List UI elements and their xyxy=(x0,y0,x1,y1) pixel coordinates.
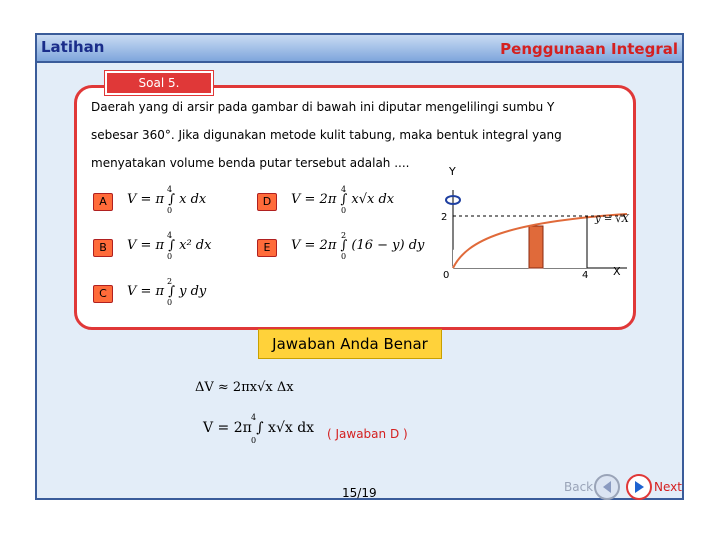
option-e-formula: V = 2π ∫ (16 − y) dy 2 0 xyxy=(291,231,425,261)
option-d-button[interactable]: D xyxy=(257,193,277,211)
option-c-button[interactable]: C xyxy=(93,285,113,303)
option-a-formula: V = π ∫ x dx 4 0 xyxy=(127,185,207,215)
next-label: Next xyxy=(654,480,682,494)
next-button[interactable] xyxy=(626,474,652,500)
next-arrow-icon xyxy=(628,476,650,498)
graph-figure xyxy=(437,160,637,280)
final-formula: V = 2π ∫ x√x dx 4 0 xyxy=(203,413,315,445)
shell-strip xyxy=(529,226,543,268)
option-b-button[interactable]: B xyxy=(93,239,113,257)
curve-label: y = √X xyxy=(595,214,629,225)
question-line-3: menyatakan volume benda putar tersebut adalah .... xyxy=(91,156,410,170)
derivation-text: ΔV ≈ 2πx√x Δx xyxy=(195,380,294,395)
option-d-formula: V = 2π ∫ x√x dx 4 0 xyxy=(291,185,395,215)
x-axis-label: X xyxy=(613,265,621,278)
page-number: 15/19 xyxy=(342,486,377,500)
question-line-2: sebesar 360°. Jika digunakan metode kulit tabung, maka bentuk integral yang xyxy=(91,128,562,142)
back-arrow-icon xyxy=(596,476,618,498)
y-axis-label: Y xyxy=(449,165,456,178)
x-tick-4: 4 xyxy=(582,270,589,280)
option-b-formula: V = π ∫ x² dx 4 0 xyxy=(127,231,212,261)
header-bar xyxy=(37,35,682,63)
option-c-formula: V = π ∫ y dy 2 0 xyxy=(127,277,207,307)
question-number-badge: Soal 5. xyxy=(105,71,213,95)
question-line-1: Daerah yang di arsir pada gambar di bawah ini diputar mengelilingi sumbu Y xyxy=(91,100,555,114)
header-right-title: Penggunaan Integral xyxy=(500,40,678,58)
back-label: Back xyxy=(564,480,594,494)
origin-label: 0 xyxy=(443,270,450,280)
y-tick-2: 2 xyxy=(441,212,448,223)
option-e-button[interactable]: E xyxy=(257,239,277,257)
header-left-title: Latihan xyxy=(41,38,105,56)
back-button[interactable] xyxy=(594,474,620,500)
slide-frame xyxy=(35,33,684,500)
feedback-banner: Jawaban Anda Benar xyxy=(258,329,442,359)
option-a-button[interactable]: A xyxy=(93,193,113,211)
question-panel xyxy=(74,85,636,330)
answer-note: ( Jawaban D ) xyxy=(327,427,408,441)
